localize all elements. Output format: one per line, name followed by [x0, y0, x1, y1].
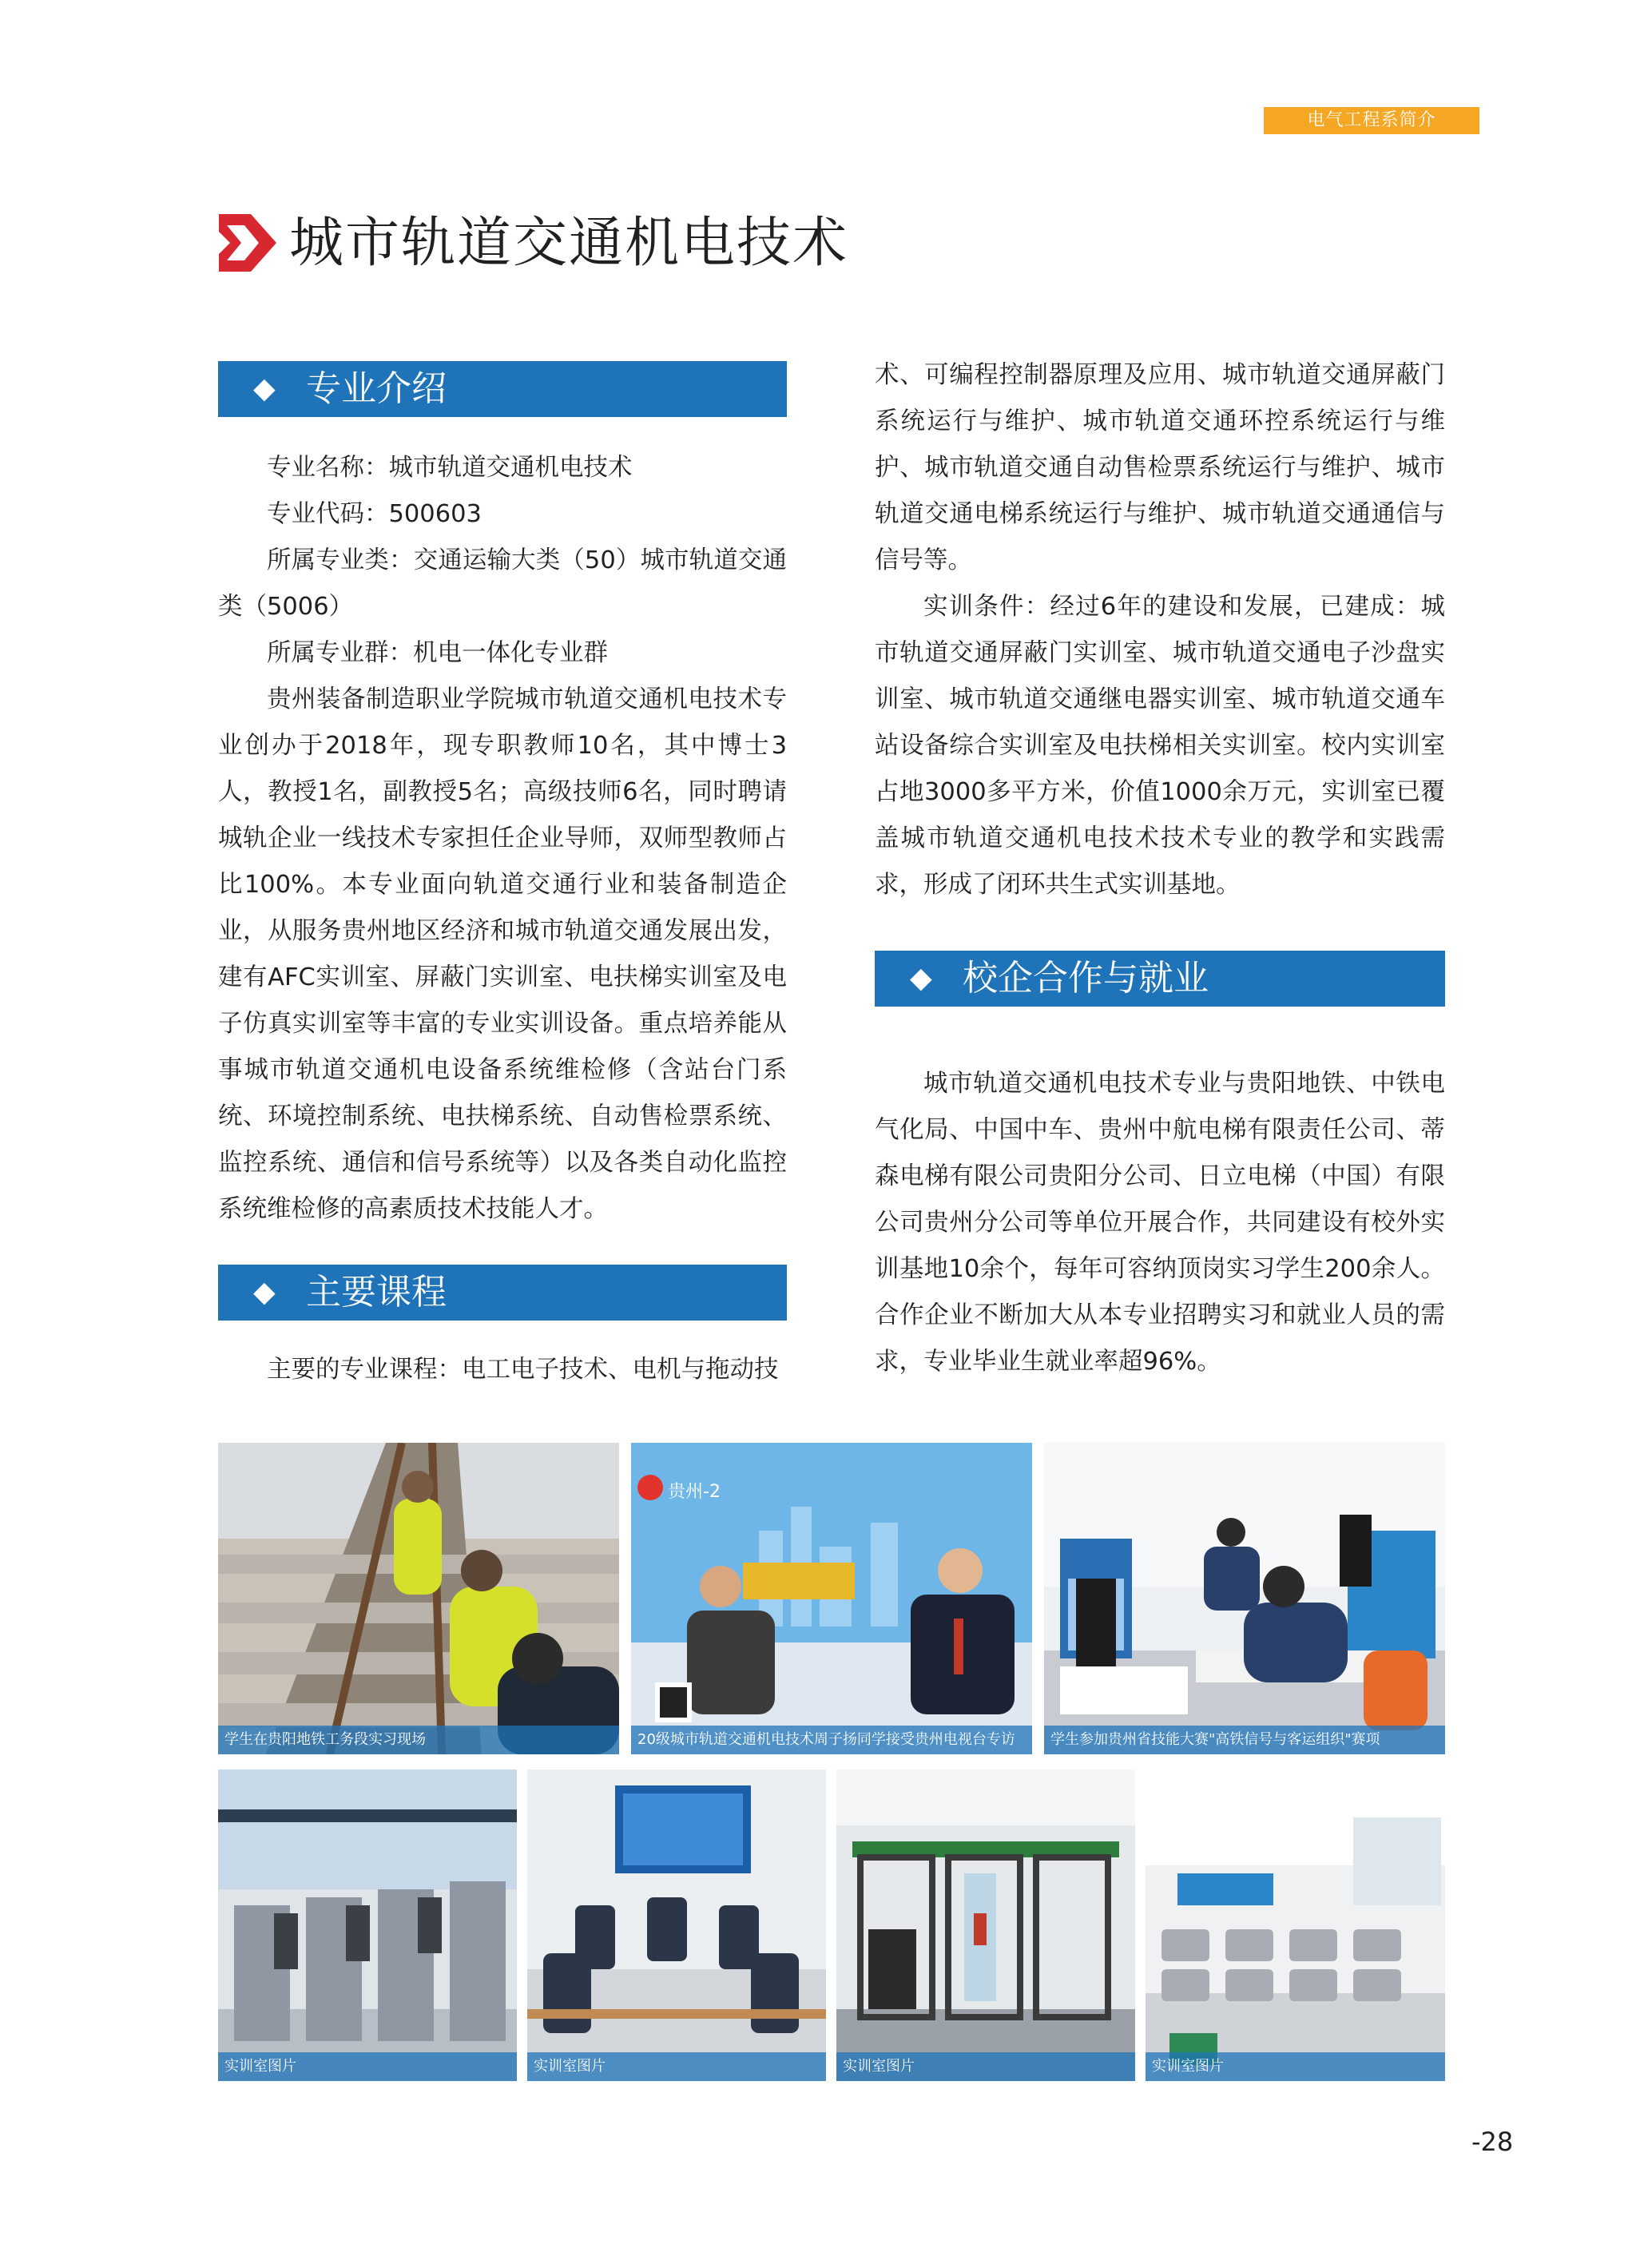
photo-track-practice — [218, 1443, 619, 1754]
channel-logo: 贵州-2 — [668, 1482, 721, 1502]
section-tab: 电气工程系简介 — [1264, 107, 1479, 134]
photo-caption: 实训室图片 — [218, 2052, 517, 2081]
photo-caption: 学生在贵阳地铁工务段实习现场 — [218, 1726, 619, 1754]
section-title: 主要课程 — [306, 1272, 447, 1313]
photo-lab-gates — [218, 1770, 517, 2081]
railway-track-image — [218, 1443, 619, 1754]
photo-lab-platform-doors — [836, 1770, 1135, 2081]
paragraph: 所属专业类：交通运输大类（50）城市轨道交通类（5006） — [218, 546, 787, 621]
cooperation-text — [875, 1061, 1445, 1385]
courses-continued-text — [875, 352, 1445, 908]
photo-caption: 实训室图片 — [836, 2052, 1135, 2081]
photo-caption: 20级城市轨道交通机电技术周子扬同学接受贵州电视台专访 — [631, 1726, 1032, 1754]
intro-text — [218, 445, 787, 1233]
platform-doors-image — [836, 1770, 1135, 2081]
photo-tv-interview — [631, 1443, 1032, 1754]
page-title: 城市轨道交通机电技术 — [289, 212, 849, 275]
photo-caption: 实训室图片 — [1146, 2052, 1445, 2081]
paragraph: 专业名称：城市轨道交通机电技术 — [267, 454, 633, 482]
section-header-cooperation — [875, 951, 1445, 1007]
photo-lab-hall — [1146, 1770, 1445, 2081]
page-number: -28 — [1471, 2127, 1514, 2157]
section-header-intro — [218, 361, 787, 417]
classroom-image — [527, 1770, 826, 2081]
chevron-logo-icon — [219, 214, 276, 272]
photo-caption: 学生参加贵州省技能大赛"高铁信号与客运组织"赛项 — [1044, 1726, 1445, 1754]
paragraph: 城市轨道交通机电技术专业与贵阳地铁、中铁电气化局、中国中车、贵州中航电梯有限责任公司、蒂森电梯有限公司贵阳分公司、日立电梯（中国）有限公司贵州分公司等单位开展合作，共同建设有校外实训基地10余个，每年可容纳顶岗实习学生200余人。合作企业不断加大从本专业招聘实习和就业人员的需求，专业毕业生就业率超96%。 — [875, 1070, 1445, 1376]
training-hall-image — [1146, 1770, 1445, 2081]
paragraph: 术、可编程控制器原理及应用、城市轨道交通屏蔽门系统运行与维护、城市轨道交通环控系统运行与维护、城市轨道交通自动售检票系统运行与维护、城市轨道交通电梯系统运行与维护、城市轨道交通通信与信号等。 — [875, 361, 1445, 574]
ticket-gates-image — [218, 1770, 517, 2081]
photo-caption: 实训室图片 — [527, 2052, 826, 2081]
section-title: 专业介绍 — [306, 368, 447, 409]
paragraph: 专业代码：500603 — [267, 500, 482, 528]
diamond-icon: ◆ — [253, 1276, 276, 1309]
diamond-icon: ◆ — [910, 962, 932, 995]
paragraph: 所属专业群：机电一体化专业群 — [267, 639, 608, 667]
paragraph: 实训条件：经过6年的建设和发展，已建成：城市轨道交通屏蔽门实训室、城市轨道交通电子沙盘实训室、城市轨道交通继电器实训室、城市轨道交通车站设备综合实训室及电扶梯相关实训室。校内实训室占地3000多平方米，价值1000余万元，实训室已覆盖城市轨道交通机电技术技术专业的教学和实践需求，形成了闭环共生式实训基地。 — [875, 593, 1445, 899]
section-title: 校企合作与就业 — [963, 958, 1209, 999]
photo-skills-contest — [1044, 1443, 1445, 1754]
section-header-courses — [218, 1265, 787, 1321]
contest-room-image — [1044, 1443, 1445, 1754]
photo-lab-classroom — [527, 1770, 826, 2081]
paragraph: 贵州装备制造职业学院城市轨道交通机电技术专业创办于2018年，现专职教师10名，其中博士3人，教授1名，副教授5名；高级技师6名，同时聘请城轨企业一线技术专家担任企业导师，双师型教师占比100%。本专业面向轨道交通行业和装备制造企业，从服务贵州地区经济和城市轨道交通发展出发，建有AFC实训室、屏蔽门实训室、电扶梯实训室及电子仿真实训室等丰富的专业实训设备。重点培养能从事城市轨道交通机电设备系统维检修（含站台门系统、环境控制系统、电扶梯系统、自动售检票系统、监控系统、通信和信号系统等）以及各类自动化监控系统维检修的高素质技术技能人才。 — [218, 685, 787, 1223]
diamond-icon: ◆ — [253, 372, 276, 405]
paragraph: 主要的专业课程：电工电子技术、电机与拖动技 — [267, 1356, 779, 1384]
courses-text — [218, 1347, 787, 1393]
